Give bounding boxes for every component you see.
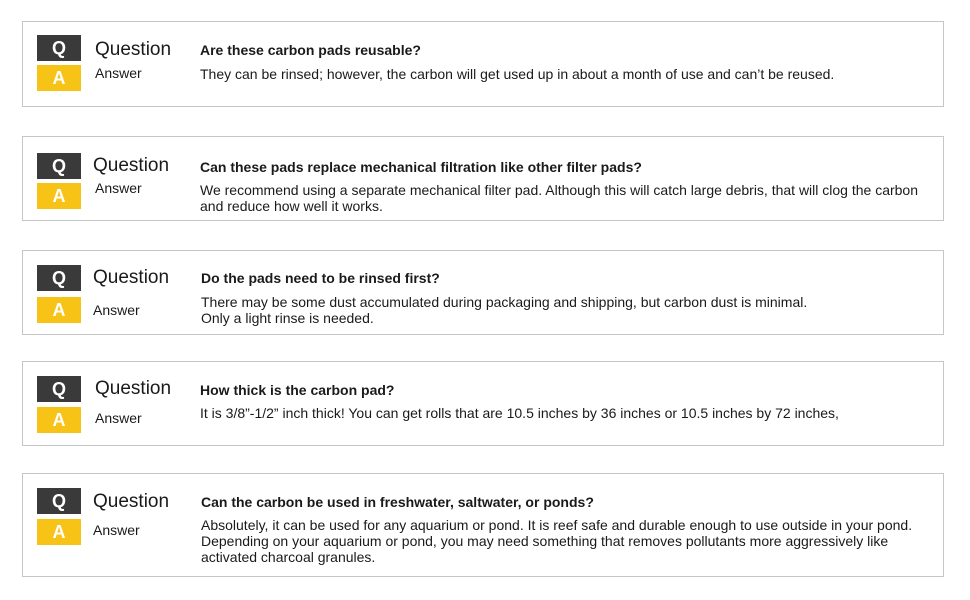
- question-label: Question: [95, 378, 172, 399]
- question-badge: Q: [37, 153, 81, 179]
- answer-text: [201, 294, 931, 326]
- answer-label: Answer: [95, 65, 142, 81]
- answer-badge: A: [37, 519, 81, 545]
- answer-text: It is 3/8”-1/2” inch thick! You can get rolls that are 10.5 inches by 36 inches or 10.5 inches by 72 inches,: [200, 405, 839, 421]
- answer-text: Absolutely, it can be used for any aquarium or pond. It is reef safe and durable enough to use outside in your pond. Depending on your aquarium or pond, you may need something that removes pollutants more aggressively like activated charcoal granules.: [201, 517, 913, 565]
- answer-label: Answer: [95, 180, 142, 196]
- question-label: Question: [93, 491, 170, 512]
- question-text: Can these pads replace mechanical filtration like other filter pads?: [200, 159, 642, 175]
- answer-badge: A: [37, 407, 81, 433]
- faq-card: [22, 21, 944, 107]
- question-text: How thick is the carbon pad?: [200, 382, 395, 398]
- question-badge: Q: [37, 488, 81, 514]
- answer-badge: A: [37, 297, 81, 323]
- faq-card: [22, 136, 944, 221]
- question-text: Do the pads need to be rinsed first?: [201, 270, 440, 286]
- answer-label: Answer: [93, 522, 140, 538]
- answer-badge: A: [37, 65, 81, 91]
- answer-line: There may be some dust accumulated during packaging and shipping, but carbon dust is minimal.: [201, 294, 808, 310]
- answer-label: Answer: [93, 302, 140, 318]
- answer-text: We recommend using a separate mechanical filter pad. Although this will catch large debris, that will clog the carbon and reduce how well it works.: [200, 182, 919, 214]
- question-text: Are these carbon pads reusable?: [200, 42, 421, 58]
- question-badge: Q: [37, 376, 81, 402]
- question-label: Question: [95, 39, 172, 60]
- faq-card: [22, 250, 944, 335]
- answer-line: Only a light rinse is needed.: [201, 310, 374, 326]
- faq-card: [22, 473, 944, 577]
- answer-label: Answer: [95, 410, 142, 426]
- question-badge: Q: [37, 35, 81, 61]
- answer-badge: A: [37, 183, 81, 209]
- question-label: Question: [93, 155, 170, 176]
- question-badge: Q: [37, 265, 81, 291]
- answer-text: They can be rinsed; however, the carbon will get used up in about a month of use and can’t be reused.: [200, 66, 835, 82]
- faq-card: [22, 361, 944, 446]
- question-text: Can the carbon be used in freshwater, saltwater, or ponds?: [201, 494, 594, 510]
- question-label: Question: [93, 267, 170, 288]
